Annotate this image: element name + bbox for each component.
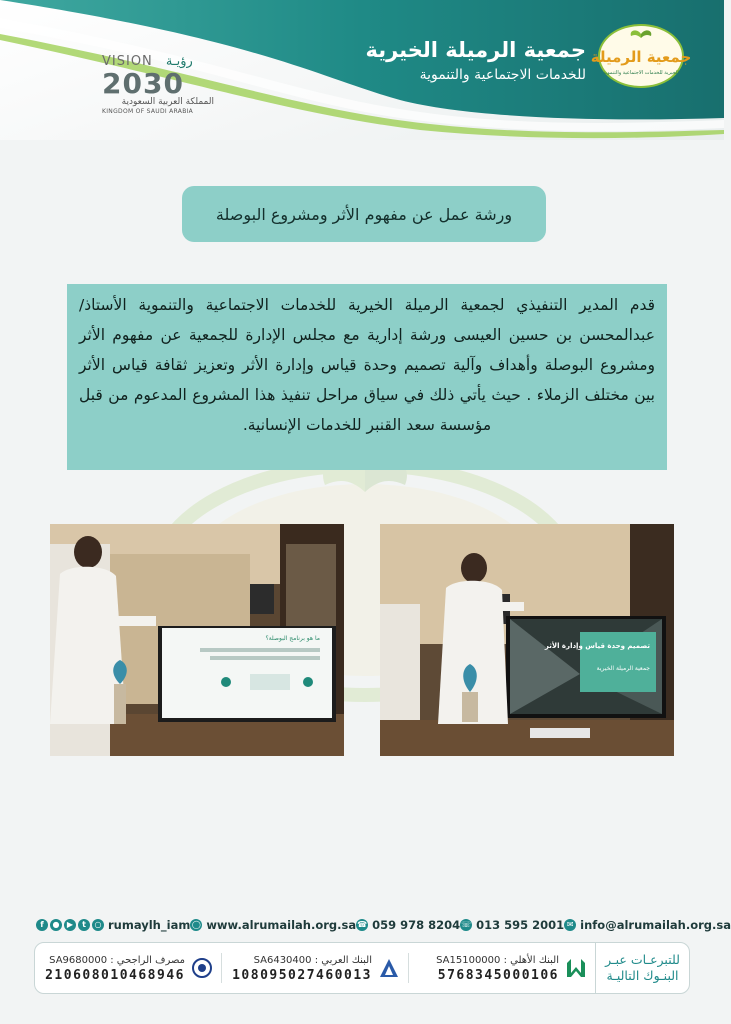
whatsapp-icon: ☎ bbox=[357, 920, 368, 929]
ahli-bank-name: البنك الأهلي : SA15100000 bbox=[436, 955, 559, 966]
vision-en-top: VISION bbox=[102, 54, 153, 69]
right-screen-title: تصميم وحدة قياس وإدارة الأثر bbox=[544, 642, 650, 650]
snapchat-icon[interactable]: ● bbox=[50, 919, 62, 931]
globe-icon: ◯ bbox=[191, 920, 201, 929]
phone-text: 013 595 2001 bbox=[476, 918, 565, 932]
workshop-photo-left bbox=[50, 524, 344, 756]
phone-icon: ☏ bbox=[461, 920, 472, 929]
arab-bank-account: 108095027460013 bbox=[232, 968, 372, 983]
social-handle-text: rumaylh_iam bbox=[108, 918, 191, 932]
logo-subtext: الخيرية للخدمات الاجتماعية والتنموية bbox=[603, 70, 679, 76]
social-handle[interactable] bbox=[36, 918, 190, 932]
rajhi-bank-name: مصرف الراجحي : SA9680000 bbox=[49, 955, 185, 966]
phone-number[interactable] bbox=[460, 918, 564, 932]
bank-ahli bbox=[409, 943, 595, 993]
org-name-line2: للخدمات الاجتماعية والتنموية bbox=[419, 67, 586, 83]
ahli-bank-icon bbox=[565, 957, 587, 979]
org-logo bbox=[590, 24, 692, 88]
vision-year: 2030 bbox=[102, 67, 184, 100]
workshop-photo-right bbox=[380, 524, 674, 756]
rajhi-bank-account: 210608010468946 bbox=[45, 968, 185, 983]
org-name-line1: جمعية الرميلة الخيرية bbox=[365, 38, 586, 62]
vision-en-kingdom: KINGDOM OF SAUDI ARABIA bbox=[102, 108, 194, 115]
youtube-icon[interactable]: ▶ bbox=[64, 919, 76, 931]
email-link[interactable] bbox=[564, 918, 731, 932]
bank-arab bbox=[222, 943, 408, 993]
article-body: قدم المدير التنفيذي لجمعية الرميلة الخيرية للخدمات الاجتماعية والتنموية الأستاذ/ عبدالمحسن بن حسين العيسى ورشة إدارية مع مجلس الإدارة للجمعية عن مفهوم الأثر ومشروع البوصلة وأهداف وآلية تصميم وحدة قياس وإدارة الأثر وتعزيز ثقافة قياس الأثر بين مختلف الزملاء . حيث يأتي ذلك في سياق مراحل تنفيذ هذا المشروع المدعوم من قبل مؤسسة سعد القنبر للخدمات الإنسانية. bbox=[67, 284, 667, 470]
org-name bbox=[366, 36, 587, 86]
logo-text: جمعية الرميلة bbox=[590, 48, 692, 66]
bank-divider bbox=[408, 953, 409, 983]
social-icons bbox=[36, 919, 104, 931]
bank-card-title bbox=[595, 943, 689, 993]
website-link[interactable] bbox=[190, 918, 356, 932]
facebook-icon[interactable]: f bbox=[36, 919, 48, 931]
right-screen-org: جمعية الرميلة الخيرية bbox=[596, 665, 650, 672]
email-text: info@alrumailah.org.sa bbox=[580, 918, 731, 932]
bank-rajhi bbox=[35, 943, 221, 993]
bank-divider bbox=[221, 953, 222, 983]
arab-bank-icon bbox=[378, 957, 400, 979]
bank-title-line1: للتبرعـات عبـر bbox=[605, 952, 680, 967]
arab-bank-name: البنك العربي : SA6430400 bbox=[253, 955, 372, 966]
vision-ar-top: رؤيـة bbox=[165, 54, 193, 69]
contact-bar bbox=[0, 914, 731, 936]
page-title: ورشة عمل عن مفهوم الأثر ومشروع البوصلة bbox=[182, 186, 546, 242]
mobile-text: 059 978 8204 bbox=[372, 918, 461, 932]
website-text: www.alrumailah.org.sa bbox=[206, 918, 357, 932]
twitter-icon[interactable]: t bbox=[78, 919, 90, 931]
mobile-number[interactable] bbox=[356, 918, 460, 932]
vision-ar-kingdom: المملكة العربية السعودية bbox=[121, 97, 214, 107]
vision-2030-logo bbox=[102, 50, 214, 122]
instagram-icon[interactable]: ○ bbox=[92, 919, 104, 931]
bank-title-line2: البنـوك التاليـة bbox=[606, 968, 679, 983]
email-icon: ✉ bbox=[564, 919, 576, 931]
rajhi-bank-icon bbox=[191, 957, 213, 979]
left-screen-title: ما هو برنامج البوصلة؟ bbox=[265, 635, 320, 642]
bank-accounts-card bbox=[34, 942, 690, 994]
ahli-bank-account: 5768345000106 bbox=[437, 968, 559, 983]
